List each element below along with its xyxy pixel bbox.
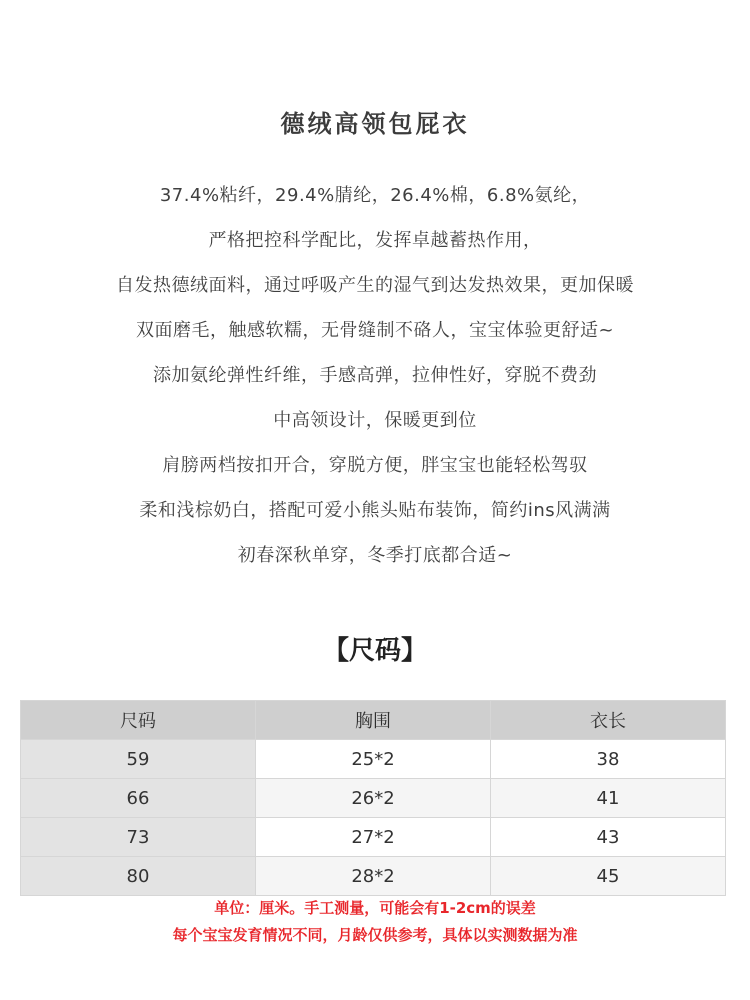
cell-length: 38 [491, 740, 726, 779]
description-line: 双面磨毛，触感软糯，无骨缝制不硌人，宝宝体验更舒适~ [135, 320, 615, 341]
size-table [20, 700, 726, 896]
description-line: 自发热德绒面料，通过呼吸产生的湿气到达发热效果，更加保暖 [116, 275, 634, 296]
column-header-size: 尺码 [21, 701, 256, 740]
cell-chest: 27*2 [256, 818, 491, 857]
table-header-row [21, 701, 726, 740]
description-line: 初春深秋单穿，冬季打底都合适~ [237, 545, 513, 566]
column-header-chest: 胸围 [256, 701, 491, 740]
description-line: 37.4%粘纤，29.4%腈纶，26.4%棉，6.8%氨纶， [159, 185, 591, 206]
cell-size: 73 [21, 818, 256, 857]
description-line: 柔和浅棕奶白，搭配可爱小熊头贴布装饰，简约ins风满满 [139, 500, 611, 521]
description-line: 添加氨纶弹性纤维，手感高弹，拉伸性好，穿脱不费劲 [153, 365, 597, 386]
description-line: 肩膀两档按扣开合，穿脱方便，胖宝宝也能轻松驾驭 [162, 455, 588, 476]
cell-size: 80 [21, 857, 256, 896]
cell-chest: 25*2 [256, 740, 491, 779]
product-description-list [0, 173, 750, 578]
cell-chest: 28*2 [256, 857, 491, 896]
description-line: 中高领设计，保暖更到位 [273, 410, 477, 431]
product-title: 德绒高领包屁衣 [280, 110, 470, 139]
age-disclaimer-note: 每个宝宝发育情况不同，月龄仅供参考，具体以实测数据为准 [172, 926, 578, 944]
table-row [21, 818, 726, 857]
size-section-heading: 【尺码】 [322, 635, 427, 666]
cell-length: 41 [491, 779, 726, 818]
description-line: 严格把控科学配比，发挥卓越蓄热作用， [208, 230, 542, 251]
cell-size: 66 [21, 779, 256, 818]
cell-chest: 26*2 [256, 779, 491, 818]
cell-length: 45 [491, 857, 726, 896]
table-row [21, 857, 726, 896]
cell-length: 43 [491, 818, 726, 857]
column-header-length: 衣长 [491, 701, 726, 740]
table-row [21, 740, 726, 779]
measurement-unit-note: 单位：厘米。手工测量，可能会有1-2cm的误差 [214, 899, 536, 917]
cell-size: 59 [21, 740, 256, 779]
table-row [21, 779, 726, 818]
